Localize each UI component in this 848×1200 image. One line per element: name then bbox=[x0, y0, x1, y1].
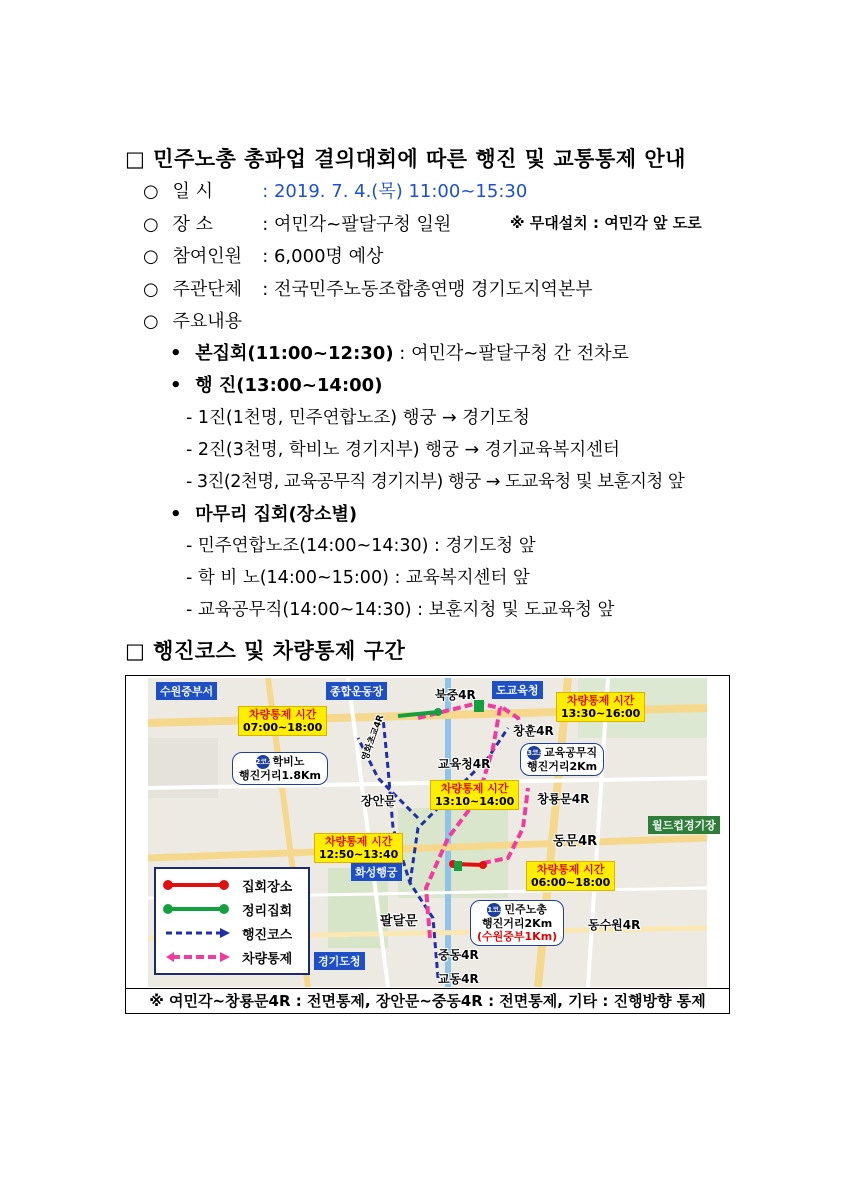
control-box-2-time: 13:30~16:00 bbox=[561, 707, 641, 720]
main-rally-desc: : 여민각~팔달구청 간 전차로 bbox=[399, 343, 629, 364]
main-rally-bullet: • bbox=[170, 343, 182, 364]
course-2-dist: 행진거리1.8Km bbox=[239, 769, 321, 782]
control-box-2-title: 차량통제 시간 bbox=[566, 694, 635, 707]
legend-closing-label: 정리집회 bbox=[242, 904, 293, 919]
course-1-dist: 행진거리2Km bbox=[482, 917, 553, 930]
heading-notice: □ 민주노총 총파업 결의대회에 따른 행진 및 교통통제 안내 bbox=[125, 147, 686, 171]
closing-row-3: - 교육공무직(14:00~14:30) : 보훈지청 및 도교육청 앞 bbox=[186, 600, 615, 620]
item-content bbox=[143, 307, 242, 333]
label-gyodong: 교동4R bbox=[438, 972, 479, 986]
label-jungdong: 중동4R bbox=[438, 948, 479, 962]
label-yeongha: 영화초교4R bbox=[360, 713, 387, 763]
closing-heading bbox=[170, 500, 357, 526]
course-3-name: 교육공무직 bbox=[544, 746, 598, 759]
item-place-bullet: ○ bbox=[143, 214, 159, 235]
item-content-label: 주요내용 bbox=[172, 311, 243, 332]
legend-closing bbox=[160, 899, 304, 919]
control-box-3-title: 차량통제 시간 bbox=[440, 782, 509, 795]
march-row-3: - 3진(2천명, 교육공무직 경기지부) 행궁 → 도교육청 및 보훈지청 앞 bbox=[186, 472, 685, 492]
course-2-name: 학비노 bbox=[272, 755, 305, 768]
legend-rally-label: 집회장소 bbox=[242, 880, 293, 895]
march-heading bbox=[170, 371, 382, 397]
map-frame bbox=[125, 675, 730, 1014]
closing-row-2: - 학 비 노(14:00~15:00) : 교육복지센터 앞 bbox=[186, 568, 530, 588]
item-people: ○ 참여인원 : 6,000명 예상 bbox=[143, 242, 383, 268]
march-title: 행 진(13:00~14:00) bbox=[195, 375, 383, 396]
course-2-badge: 2코스 bbox=[256, 755, 270, 769]
label-paldal: 팔달문 bbox=[380, 914, 418, 929]
item-host-label: 주관단체 bbox=[172, 279, 243, 300]
legend-course bbox=[160, 923, 304, 943]
label-gyeonggi-do: 경기도청 bbox=[314, 952, 365, 970]
control-box-3-time: 13:10~14:00 bbox=[435, 795, 515, 808]
label-jongno: 종합운동장 bbox=[326, 682, 387, 700]
item-host-value: 전국민주노동조합총연맹 경기도지역본부 bbox=[273, 279, 593, 300]
course-box-1 bbox=[470, 900, 564, 946]
label-gyoyukcheong: 교육청4R bbox=[438, 757, 491, 771]
control-box-1-title: 차량통제 시간 bbox=[248, 708, 317, 721]
control-box-4 bbox=[314, 833, 403, 863]
map-note: ※ 여민각~창룡문4R : 전면통제, 장안문~중동4R : 전면통제, 기타 : 진행방향 통제 bbox=[126, 988, 729, 1014]
closing-bullet: • bbox=[170, 504, 182, 525]
item-place-note: ※ 무대설치 : 여민각 앞 도로 bbox=[510, 214, 702, 232]
item-date-bullet: ○ bbox=[143, 181, 159, 202]
closing-row-1: - 민주연합노조(14:00~14:30) : 경기도청 앞 bbox=[186, 536, 536, 556]
label-dongsuwon: 동수원4R bbox=[588, 918, 641, 932]
label-changyongmun: 창룡문4R bbox=[537, 792, 590, 806]
item-date-value: 2019. 7. 4.(목) 11:00~15:30 bbox=[273, 181, 528, 202]
label-changhun: 창훈4R bbox=[513, 724, 554, 738]
control-box-5-time: 06:00~18:00 bbox=[531, 876, 611, 889]
legend-control bbox=[160, 947, 304, 967]
march-row-1: - 1진(1천명, 민주연합노조) 행궁 → 경기도청 bbox=[186, 408, 530, 428]
label-suwon-office: 수원중부서 bbox=[156, 682, 217, 700]
course-3-badge: 3코스 bbox=[527, 746, 541, 760]
item-people-value: 6,000명 예상 bbox=[273, 246, 384, 267]
control-box-3 bbox=[430, 780, 519, 810]
legend-course-label: 행진코스 bbox=[242, 928, 293, 943]
control-box-5 bbox=[526, 861, 615, 891]
label-dongmun: 동문4R bbox=[553, 834, 598, 849]
item-host: ○ 주관단체 : 전국민주노동조합총연맹 경기도지역본부 bbox=[143, 275, 593, 301]
label-hwaseong: 화성행궁 bbox=[351, 863, 402, 881]
label-jangan: 장안문 bbox=[361, 794, 396, 808]
legend-control-label: 차량통제 bbox=[242, 952, 293, 967]
control-box-4-time: 12:50~13:40 bbox=[319, 848, 399, 861]
closing-title: 마무리 집회(장소별) bbox=[195, 504, 358, 525]
item-date-label: 일 시 bbox=[172, 181, 213, 202]
course-box-2 bbox=[232, 752, 328, 785]
control-box-1 bbox=[238, 706, 327, 736]
march-bullet: • bbox=[170, 375, 182, 396]
item-host-bullet: ○ bbox=[143, 279, 159, 300]
item-people-label: 참여인원 bbox=[172, 246, 243, 267]
item-place-label: 장 소 bbox=[172, 214, 213, 235]
course-box-3 bbox=[520, 743, 604, 776]
control-box-4-title: 차량통제 시간 bbox=[324, 835, 393, 848]
label-doedu: 도교육청 bbox=[492, 681, 543, 699]
course-1-badge: 1코스 bbox=[487, 903, 501, 917]
item-date: ○ 일 시 : 2019. 7. 4.(목) 11:00~15:30 bbox=[143, 177, 527, 203]
control-box-2 bbox=[556, 692, 645, 722]
item-content-bullet: ○ bbox=[143, 311, 159, 332]
control-box-5-title: 차량통제 시간 bbox=[536, 863, 605, 876]
main-rally-title: 본집회(11:00~12:30) bbox=[195, 343, 394, 364]
label-bukjung: 북중4R bbox=[435, 688, 476, 702]
course-3-dist: 행진거리2Km bbox=[527, 760, 598, 773]
item-place: ○ 장 소 : 여민각~팔달구청 일원 bbox=[143, 210, 451, 236]
legend-rally bbox=[160, 875, 304, 895]
course-1-extra: (수원중부1Km) bbox=[477, 930, 558, 943]
heading-course: □ 행진코스 및 차량통제 구간 bbox=[125, 639, 406, 663]
main-rally bbox=[170, 339, 629, 365]
item-place-value: 여민각~팔달구청 일원 bbox=[273, 214, 452, 235]
item-people-bullet: ○ bbox=[143, 246, 159, 267]
control-box-1-time: 07:00~18:00 bbox=[243, 721, 323, 734]
map-legend bbox=[154, 867, 310, 975]
route-map bbox=[148, 678, 716, 987]
label-world-cup: 월드컵경기장 bbox=[648, 816, 720, 834]
course-1-name: 민주노총 bbox=[504, 903, 547, 916]
march-row-2: - 2진(3천명, 학비노 경기지부) 행궁 → 경기교육복지센터 bbox=[186, 440, 620, 460]
